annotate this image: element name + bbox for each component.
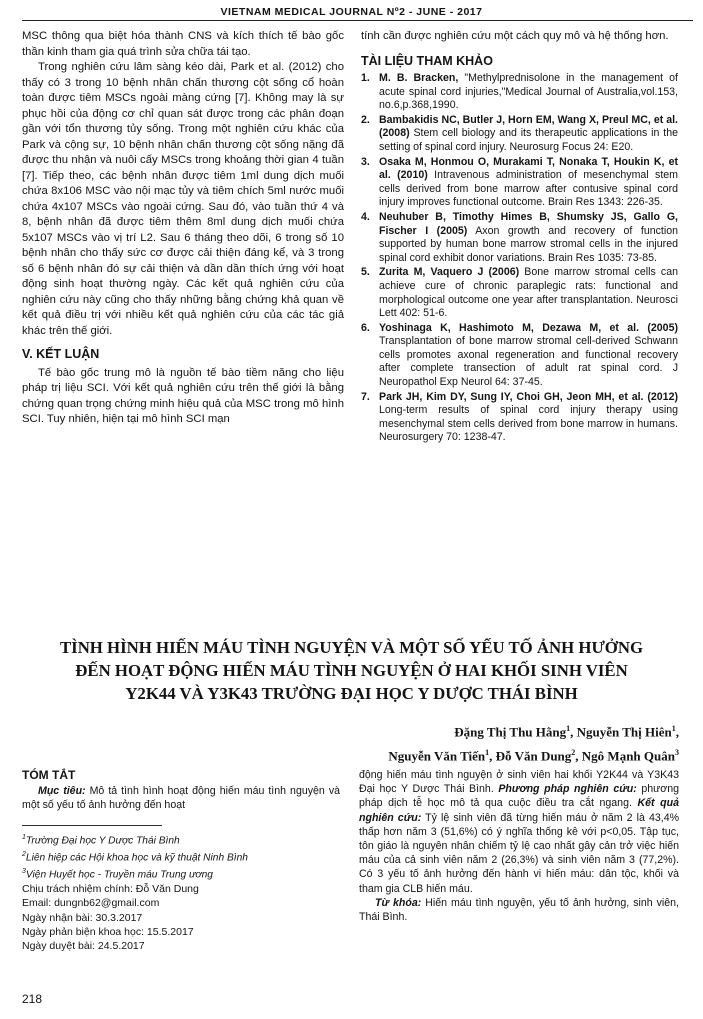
objective-text: Mô tả tình hình hoạt động hiến máu tình nguyện và một số yếu tố ảnh hưởng đến hoạt bbox=[22, 785, 341, 812]
page-number: 218 bbox=[22, 992, 43, 1006]
footnote-rule bbox=[22, 825, 162, 826]
reference-text: Axon growth and recovery of function supported by human bone marrow stromal cells in the injured spinal cord exhibit donor variations. Brain Res 1035: 73-85. bbox=[379, 224, 678, 264]
reference-number: 3. bbox=[361, 155, 370, 168]
footnote bbox=[22, 831, 340, 848]
footnote-text: Viện Huyết học - Truyền máu Trung ương bbox=[25, 869, 213, 881]
paragraph: tính cần được nghiên cứu một cách quy mô và hệ thống hơn. bbox=[361, 30, 669, 42]
info-line: Ngày nhận bài: 30.3.2017 bbox=[22, 911, 143, 924]
reference-body bbox=[379, 114, 678, 155]
author-name: Nguyễn Thị Hiên bbox=[576, 724, 672, 740]
reference-number: 7. bbox=[361, 390, 370, 403]
result-label: Kết quả nghiên cứu: bbox=[359, 797, 679, 824]
reference-item bbox=[361, 156, 678, 210]
reference-number: 2. bbox=[361, 113, 370, 126]
reference-list bbox=[361, 72, 678, 445]
reference-text: "Methylprednisolone in the management of acute spinal cord injuries,"Medical Journal of Australia,vol.153, no.6,p.368,1990. bbox=[379, 72, 678, 112]
keywords-text: Hiến máu tình nguyện, yếu tố ảnh hưởng, sinh viên, Thái Bình. bbox=[359, 896, 679, 924]
section-heading: V. KẾT LUẬN bbox=[22, 347, 100, 361]
footnote-text: Trường Đại học Y Dược Thái Bình bbox=[25, 835, 180, 846]
info-line: Ngày duyệt bài: 24.5.2017 bbox=[22, 939, 145, 952]
author-name: Ngô Mạnh Quân bbox=[581, 748, 675, 764]
reference-authors: Osaka M, Honmou O, Murakami T, Nonaka T, Houkin K, et al. (2010) bbox=[379, 155, 678, 182]
abstract-heading: TÓM TẮT bbox=[22, 768, 76, 782]
reference-text: Intravenous administration of mesenchymal stem cells derived from bone marrow after contusive spinal cord injury improves functional outcome. Brain Res 1343: 226-35. bbox=[379, 169, 678, 209]
author-affiliation: 2 bbox=[571, 748, 576, 758]
author-line: Nguyễn Văn Tiến$^1$, Đỗ Văn Dung$^2$, Ngô Mạnh Quân$^3$ bbox=[388, 748, 679, 764]
paragraph: Tế bào gốc trung mô là nguồn tế bào tiềm năng cho liệu pháp trị liệu SCI. Với kết quả nghiên cứu trên thế giới là bằng chứng quan trọng chứng minh hiệu quả của MSC trong mô hình SCI. Tuy nhiên, hiện tại mô hình SCI mạn bbox=[22, 366, 344, 425]
abstract-text: động hiến máu tình nguyện ở sinh viên hai khối Y2K44 và Y3K43 Đại học Y Dược Thái Bình. bbox=[359, 769, 679, 796]
reference-authors: Neuhuber B, Timothy Himes B, Shumsky JS, Gallo G, Fischer I (2005) bbox=[379, 210, 678, 237]
author-name: Đặng Thị Thu Hằng bbox=[454, 724, 567, 740]
info-line: Ngày phản biện khoa học: 15.5.2017 bbox=[22, 925, 194, 938]
reference-number: 6. bbox=[361, 321, 370, 334]
reference-item bbox=[361, 322, 678, 390]
reference-body bbox=[379, 391, 678, 445]
header-rule bbox=[22, 20, 693, 21]
reference-text: Long-term results of spinal cord injury therapy using mesenchymal stem cells derived from bone marrow in humans. Neurosurgery 70: 1238-47. bbox=[379, 404, 678, 444]
abstract-right-column bbox=[359, 768, 679, 924]
reference-body bbox=[379, 72, 678, 113]
info-email: Email: dungnb62@gmail.com bbox=[22, 897, 160, 910]
reference-item bbox=[361, 114, 678, 155]
reference-text: Bone marrow stromal cells can achieve cure of chronic paraplegic rats: functional and morphological outcome one year after transplantation. Neurosci Lett 402: 51-6. bbox=[379, 266, 678, 320]
reference-body bbox=[379, 211, 678, 265]
method-text: phương pháp dịch tễ học mô tả qua cuộc điều tra cắt ngang. bbox=[359, 783, 679, 810]
right-column bbox=[361, 29, 678, 446]
author-affiliation: 3 bbox=[675, 748, 679, 758]
author-name: Nguyễn Văn Tiến bbox=[388, 748, 486, 764]
journal-header: VIETNAM MEDICAL JOURNAL Nº2 - JUNE - 2017 bbox=[220, 6, 483, 18]
reference-authors: M. B. Bracken, bbox=[379, 72, 459, 84]
method-label: Phương pháp nghiên cứu: bbox=[498, 783, 637, 796]
reference-body bbox=[379, 156, 678, 210]
reference-text: Stem cell biology and its therapeutic applications in the setting of spinal cord injury. Neurosurg Focus 24: E20. bbox=[379, 127, 678, 153]
footnote-marker: 2 bbox=[22, 850, 26, 858]
reference-item bbox=[361, 211, 678, 265]
author-affiliation: 1 bbox=[485, 748, 490, 758]
reference-item bbox=[361, 72, 678, 113]
reference-authors: Bambakidis NC, Butler J, Horn EM, Wang X, Preul MC, et al. (2008) bbox=[379, 113, 678, 140]
author-affiliation: 1 bbox=[671, 724, 676, 733]
footnote-marker: 1 bbox=[22, 833, 26, 841]
reference-body bbox=[379, 322, 678, 390]
objective-label: Mục tiêu: bbox=[38, 785, 86, 798]
reference-authors: Zurita M, Vaquero J (2006) bbox=[379, 266, 520, 279]
paragraph: MSC thông qua biệt hóa thành CNS và kích thích tế bào gốc thần kinh tham gia quá trình sửa chữa tái tạo. bbox=[22, 30, 344, 58]
paragraph: Trong nghiên cứu lâm sàng kéo dài, Park et al. (2012) cho thấy có 3 trong 10 bệnh nhân chấn thương cột sống cổ hoàn toàn được tiêm MSCs ngoài màng cứng [7]. Không may là sự phục hồi của động cơ chỉ quan sát được trong các phân đoạn gần với tổn thương tủy sống. Trong một nghiên cứu khác của Park và cộng sự, 10 bệnh nhân chấn thương cột sống nặng đã được thu nhận và nuôi cấy MSCs trong khoảng thời gian 4 tuần [7]. Tiếp theo, các bệnh nhân được tiêm 1ml dung dịch muối chứa 8x106 MSC vào nội mạc tủy và tiêm chích 5ml nước muối chứa 4x107 MSCs vào ngoài cứng. Sau đó, vào tuần thứ 4 và 8, bệnh nhân đã được tiêm thêm 8ml dung dịch muối chứa 5x107 MSCs vào vị trí L2. Sau 6 tháng theo dõi, 6 trong số 10 bệnh nhân cho thấy sức cơ được cải thiện đáng kể, và 3 trong số 6 bệnh nhân đó sự cải thiện và dần dần thích ứng với hoạt động sinh hoạt thường ngày. Các kết quả nghiên cứu của nghiên cứu này cũng cho thấy những bằng chứng khả quan về kết quả điều trị với nhiều kết quả nghiên cứu của các tác giả khác trên thế giới. bbox=[22, 61, 344, 337]
article-title bbox=[14, 636, 689, 705]
reference-item bbox=[361, 391, 678, 445]
title-line: ĐẾN HOẠT ĐỘNG HIẾN MÁU TÌNH NGUYỆN Ở HAI KHỐI SINH VIÊN bbox=[75, 661, 628, 680]
info-line: Chịu trách nhiệm chính: Đỗ Văn Dung bbox=[22, 883, 199, 896]
footnote-marker: 3 bbox=[22, 867, 26, 875]
reference-number: 5. bbox=[361, 266, 370, 279]
reference-text: Transplantation of bone marrow stromal cell-derived Schwann cells promotes axonal regeneration and functional recovery after complete transection of adult rat spinal cord. J Neuropathol Exp Neurol 64: 37-45. bbox=[379, 335, 678, 389]
abstract-keywords bbox=[359, 896, 679, 924]
abstract-body bbox=[359, 768, 679, 896]
keywords-label: Từ khóa: bbox=[375, 896, 422, 909]
footnote bbox=[22, 848, 340, 865]
reference-authors: Park JH, Kim DY, Sung IY, Choi GH, Jeon MH, et al. (2012) bbox=[379, 390, 678, 403]
title-line: Y2K44 VÀ Y3K43 TRƯỜNG ĐẠI HỌC Y DƯỢC THÁI BÌNH bbox=[125, 684, 578, 703]
reference-body bbox=[379, 266, 678, 320]
reference-authors: Yoshinaga K, Hashimoto M, Dezawa M, et al. (2005) bbox=[379, 321, 678, 334]
abstract-left-column bbox=[22, 768, 340, 953]
reference-item bbox=[361, 266, 678, 320]
abstract-objective bbox=[22, 784, 340, 812]
footnote-text: Liên hiệp các Hội khoa học và kỹ thuật Ninh Bình bbox=[25, 852, 248, 864]
footnote bbox=[22, 865, 340, 882]
reference-number: 4. bbox=[361, 210, 370, 223]
left-column bbox=[22, 29, 344, 428]
author-line: Đặng Thị Thu Hằng$^1$, Nguyễn Thị Hiên$^1$, bbox=[454, 724, 679, 740]
result-text: Tỷ lệ sinh viên đã từng hiến máu ở năm 2 là 43,4% thấp hơn năm 3 (51,6%) có ý nghĩa thống kê với p<0,05. Tập tục, tôn giáo là nguyên nhân chiếm tỷ lệ cao nhất gây cản trở việc hiến máu của cả sinh viên năm 2 (26,3%) và sinh viên năm 3 (77,2%). Có 3 yếu tố ảnh hưởng đến hành vi hiến máu: dân tộc, khối và tham gia CLB hiến máu. bbox=[359, 811, 680, 895]
references-heading: TÀI LIỆU THAM KHẢO bbox=[361, 53, 493, 68]
author-name: Đỗ Văn Dung bbox=[495, 748, 572, 764]
author-affiliation: 1 bbox=[566, 724, 571, 733]
author-list bbox=[388, 718, 679, 767]
title-line: TÌNH HÌNH HIẾN MÁU TÌNH NGUYỆN VÀ MỘT SỐ YẾU TỐ ẢNH HƯỞNG bbox=[59, 638, 644, 657]
reference-number: 1. bbox=[361, 72, 370, 84]
